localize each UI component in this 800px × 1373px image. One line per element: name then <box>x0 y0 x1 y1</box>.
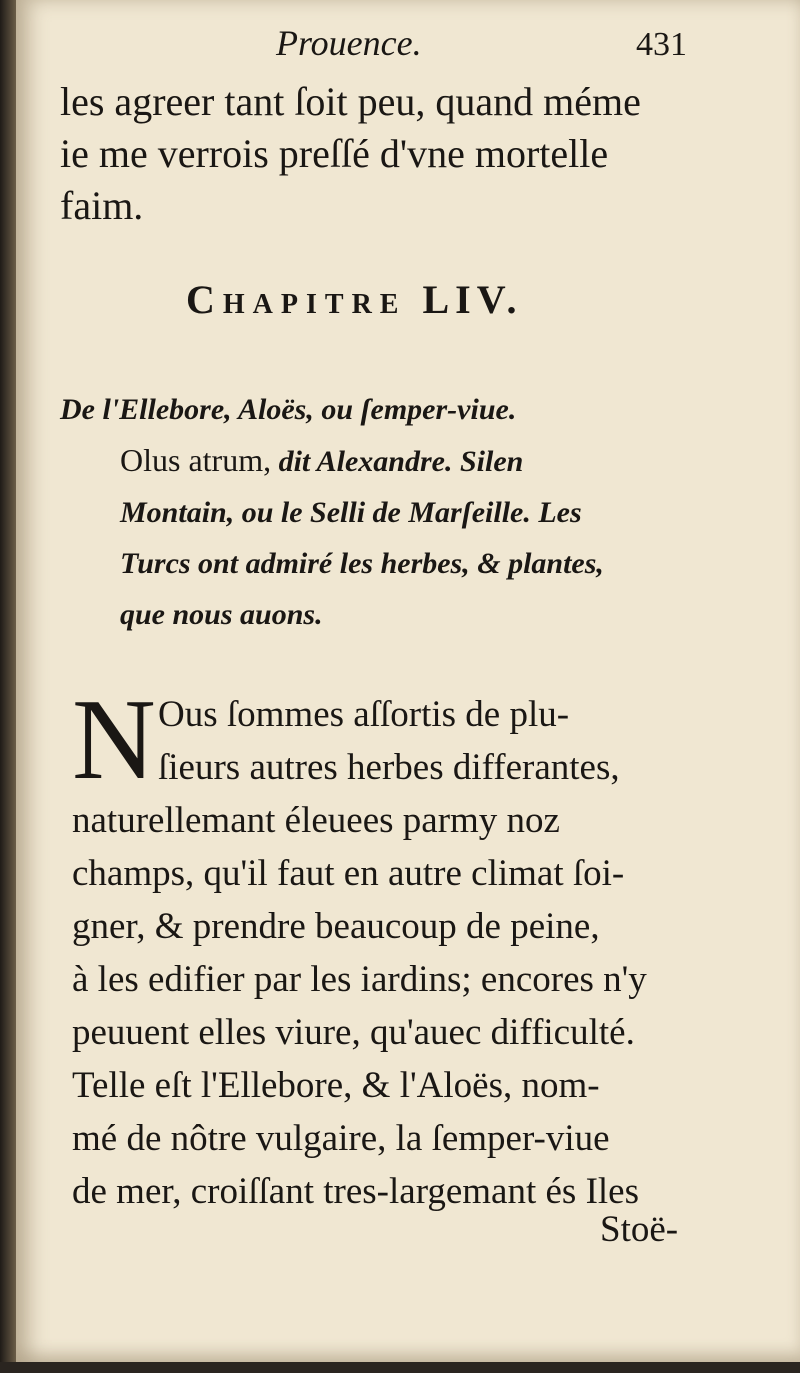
summary-roman-text: Olus atrum, <box>120 442 272 478</box>
summary-line: Turcs ont admiré les herbes, & plantes, <box>120 547 604 580</box>
page-bottom-edge <box>0 1362 800 1373</box>
chapter-summary <box>60 384 710 640</box>
page-header <box>16 22 800 72</box>
drop-cap-lines <box>72 676 702 804</box>
book-page <box>16 0 800 1362</box>
text-line: ſieurs autres herbes differantes, <box>158 747 620 788</box>
chapter-label: Chapitre <box>186 277 407 322</box>
chapter-number: LIV. <box>422 277 523 322</box>
carry-over-paragraph <box>60 76 700 232</box>
text-line: mé de nôtre vulgaire, la ſemper-viue <box>72 1118 610 1159</box>
summary-line: Montain, ou le Selli de Marſeille. Les <box>120 496 582 529</box>
text-line: Telle eſt l'Ellebore, & l'Aloës, nom- <box>72 1065 600 1106</box>
text-line: ie me verrois preſſé d'vne mortelle <box>60 131 609 176</box>
text-line: gner, & prendre beaucoup de peine, <box>72 906 600 947</box>
text-line: champs, qu'il faut en autre climat ſoi- <box>72 853 625 894</box>
book-gutter <box>0 0 16 1373</box>
chapter-heading <box>186 276 686 323</box>
text-line: de mer, croiſſant tres-largemant és Iles <box>72 1171 639 1212</box>
text-line: Ous ſommes aſſortis de plu- <box>158 694 570 735</box>
catchword: Stoë- <box>600 1209 679 1250</box>
text-line: peuuent elles viure, qu'auec difficulté. <box>72 1012 635 1053</box>
text-line: naturellemant éleuees parmy noz <box>72 800 560 841</box>
text-line: les agreer tant ſoit peu, quand méme <box>60 79 641 124</box>
summary-line <box>60 435 710 487</box>
running-title: Prouence. <box>276 23 422 63</box>
page-number: 431 <box>636 26 687 63</box>
summary-line: que nous auons. <box>120 598 323 631</box>
summary-line: De l'Ellebore, Aloës, ou ſemper-viue. <box>60 393 517 426</box>
text-line: faim. <box>60 183 144 228</box>
summary-italic-text: dit Alexandre. Silen <box>278 445 524 478</box>
chapter-body <box>72 676 702 1218</box>
drop-cap: N <box>72 676 156 804</box>
text-line: à les edifier par les iardins; encores n'y <box>72 959 647 1000</box>
